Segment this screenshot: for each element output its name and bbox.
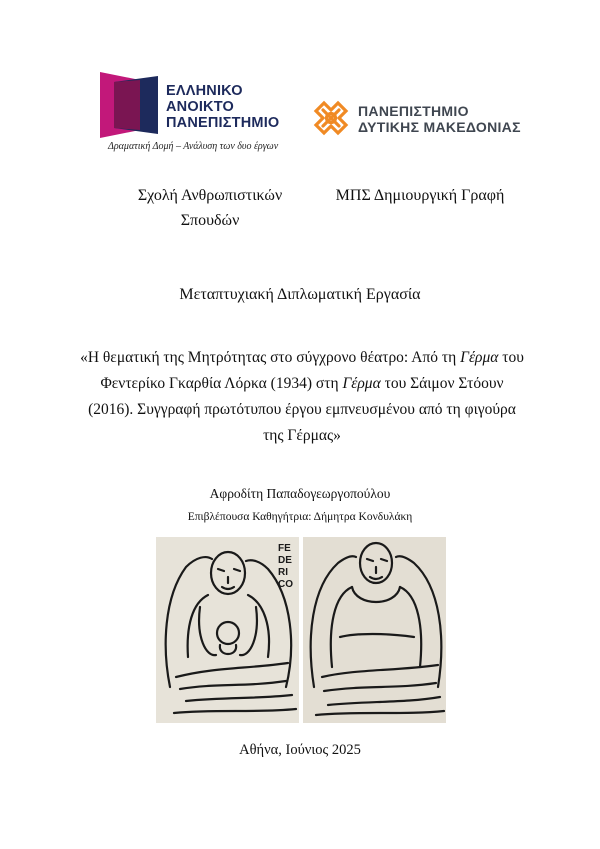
- title-italic-2: Γέρμα: [342, 375, 381, 392]
- title-part-2: του Φεντερίκο Γκαρθία Λόρκα (1934) στη: [100, 349, 524, 392]
- uowm-knot-icon: [310, 97, 352, 139]
- eap-logo-line-3: ΠΑΝΕΠΙΣΤΗΜΙΟ: [166, 115, 280, 131]
- author-name: Αφροδίτη Παπαδογεωργοπούλου: [209, 486, 391, 501]
- inscription-line-3: RI: [278, 567, 288, 578]
- title-part-3: του Σάιμον Στόουν (2016). Συγγραφή πρωτότυπου έργου εμπνευσμένου από τη φιγούρα της Γέρμας»: [88, 375, 516, 444]
- uowm-logo-line-1: ΠΑΝΕΠΙΣΤΗΜΙΟ: [358, 103, 469, 119]
- illustration-image: [156, 537, 446, 723]
- eap-logo-mark-icon: [100, 72, 158, 138]
- date-place: Αθήνα, Ιούνιος 2025: [239, 742, 361, 758]
- uowm-logo-line-2: ΔΥΤΙΚΗΣ ΜΑΚΕΔΟΝΙΑΣ: [358, 119, 521, 135]
- eap-logo-line-1: ΕΛΛΗΝΙΚΟ: [166, 83, 243, 99]
- school-name: Σχολή Ανθρωπιστικών Σπουδών: [137, 187, 283, 229]
- title-italic-1: Γέρμα: [460, 349, 499, 366]
- thesis-type: Μεταπτυχιακή Διπλωματική Εργασία: [179, 286, 421, 303]
- uowm-logo-text: [358, 103, 521, 135]
- thesis-title: [80, 345, 524, 449]
- university-western-macedonia-logo: [310, 97, 540, 141]
- program-name: ΜΠΣ Δημιουργική Γραφή: [335, 187, 505, 204]
- running-header: Δραματική Δομή – Ανάλυση των δυο έργων: [108, 141, 279, 152]
- hellenic-open-university-logo: [100, 70, 290, 142]
- eap-logo-line-2: ΑΝΟΙΚΤΟ: [166, 99, 234, 115]
- eap-logo-text: [166, 83, 279, 131]
- inscription-line-1: FE: [278, 543, 291, 554]
- right-sketch-background: [303, 537, 446, 723]
- title-part-1: «Η θεματική της Μητρότητας στο σύγχρονο θέατρο: Από τη: [80, 349, 461, 366]
- inscription-line-2: DE: [278, 555, 292, 566]
- inscription-line-4: CO: [278, 579, 293, 590]
- supervisor: Επιβλέπουσα Καθηγήτρια: Δήμητρα Κονδυλάκη: [187, 511, 413, 523]
